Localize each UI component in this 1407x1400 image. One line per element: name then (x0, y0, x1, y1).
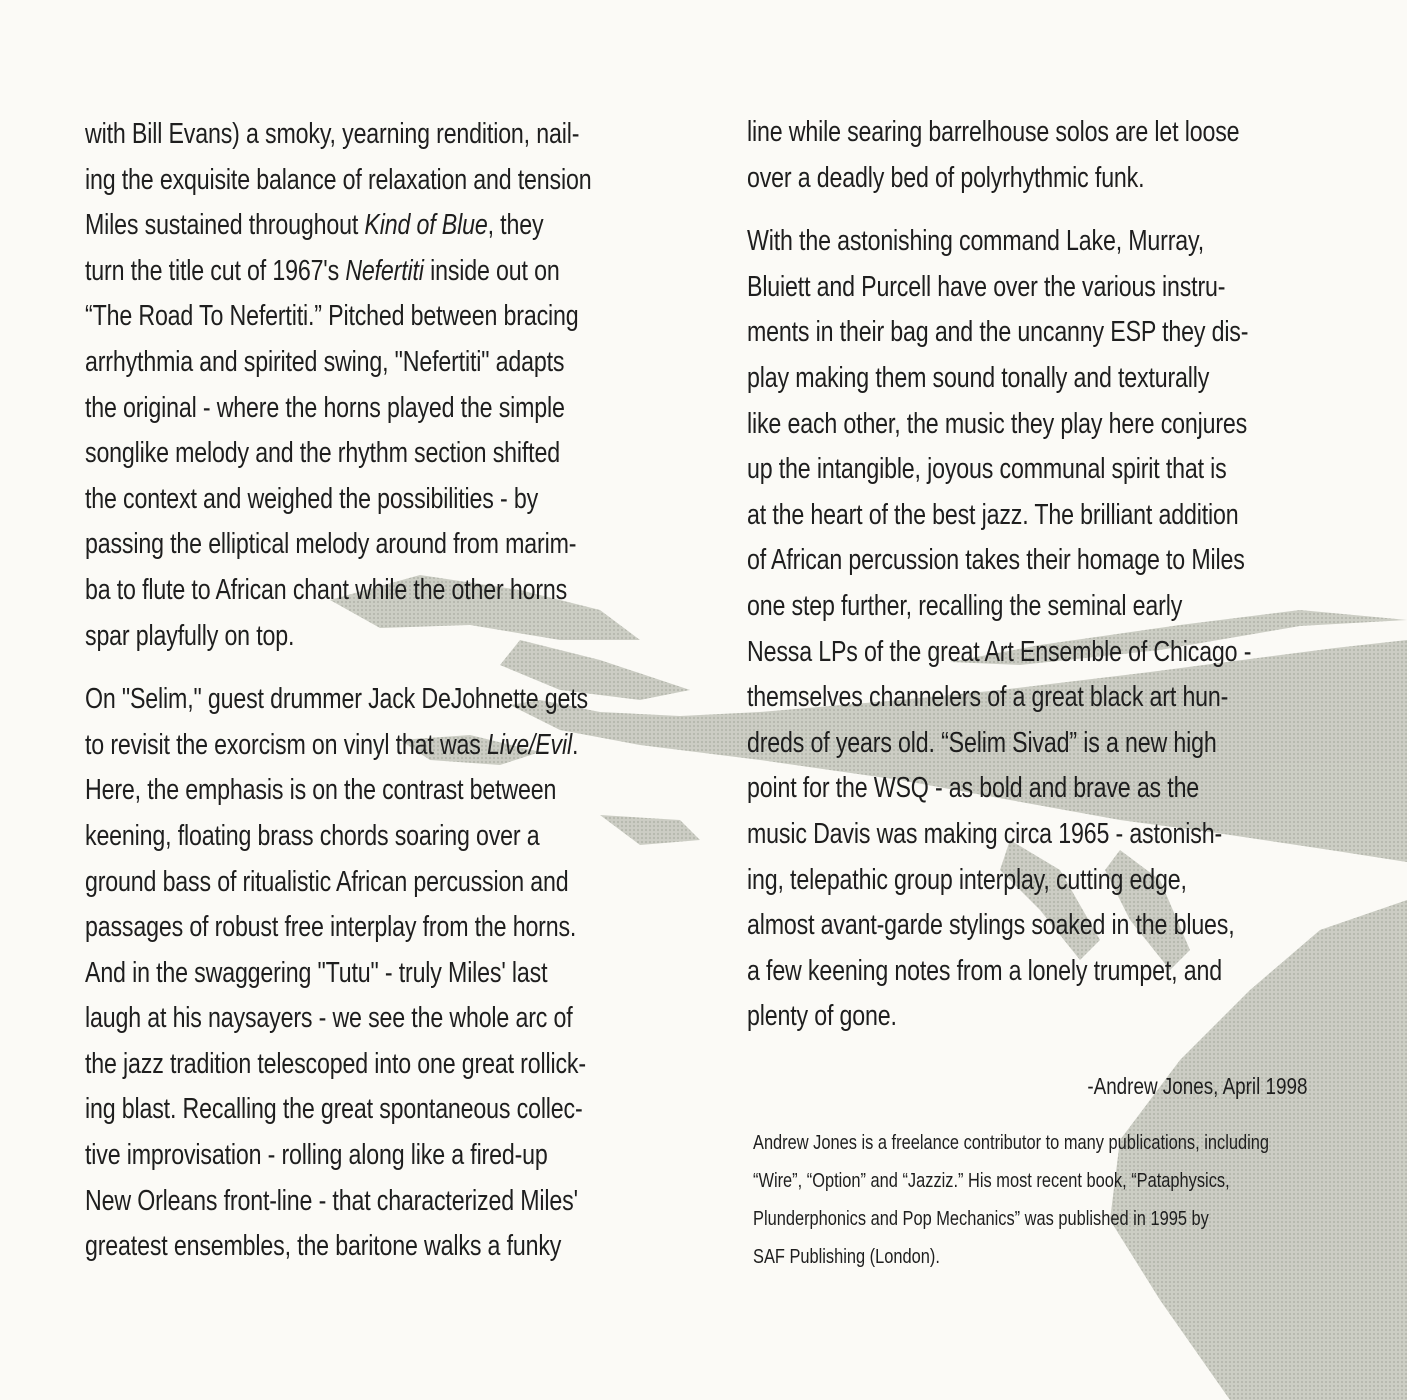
text-line: spar playfully on top. (85, 619, 295, 652)
text-line: songlike melody and the rhythm section shifted (85, 437, 560, 470)
text-line: Nessa LPs of the great Art Ensemble of Chicago - (747, 635, 1252, 668)
left-text-column (85, 112, 685, 1270)
text-line: And in the swaggering "Tutu" - truly Miles' last (85, 956, 548, 989)
text-line: music Davis was making circa 1965 - astonish- (747, 817, 1223, 850)
author-bio (753, 1124, 1329, 1276)
text-line: plenty of gone. (747, 1000, 897, 1033)
text-line: of African percussion takes their homage to Miles (747, 544, 1245, 577)
text-line: play making them sound tonally and texturally (747, 361, 1210, 394)
text-line: the original - where the horns played the simple (85, 391, 565, 424)
text-line: the context and weighed the possibilities - by (85, 482, 539, 515)
text-line: dreds of years old. “Selim Sivad” is a new high (747, 726, 1217, 759)
bio-line: Plunderphonics and Pop Mechanics” was published in 1995 by (753, 1207, 1209, 1230)
text-line: to revisit the exorcism on vinyl that was Live/Evil. (85, 728, 579, 761)
bio-line: Andrew Jones is a freelance contributor to many publications, including (753, 1131, 1269, 1154)
text-line: “The Road To Nefertiti.” Pitched between bracing (85, 300, 579, 333)
text-line: one step further, recalling the seminal early (747, 589, 1183, 622)
text-line: greatest ensembles, the baritone walks a funky (85, 1230, 562, 1263)
text-line: Bluiett and Purcell have over the various instru- (747, 270, 1226, 303)
text-line: With the astonishing command Lake, Murray, (747, 225, 1205, 258)
text-line: turn the title cut of 1967's Nefertiti inside out on (85, 254, 560, 287)
author-signature: -Andrew Jones, April 1998 (1086, 1073, 1307, 1099)
text-line: Miles sustained throughout Kind of Blue, they (85, 209, 544, 242)
text-line: arrhythmia and spirited swing, "Nefertiti" adapts (85, 345, 565, 378)
right-text-column (747, 110, 1352, 1040)
bio-line: “Wire”, “Option” and “Jazziz.” His most recent book, “Pataphysics, (753, 1169, 1230, 1192)
text-line: point for the WSQ - as bold and brave as the (747, 772, 1200, 805)
text-line: the jazz tradition telescoped into one great rollick- (85, 1047, 586, 1080)
text-line: a few keening notes from a lonely trumpet, and (747, 954, 1222, 987)
text-line: line while searing barrelhouse solos are let loose (747, 116, 1240, 148)
text-line: passing the elliptical melody around from marim- (85, 528, 577, 561)
paragraph-break (747, 201, 1352, 219)
text-line: almost avant-garde stylings soaked in the blues, (747, 909, 1235, 942)
text-line: up the intangible, joyous communal spirit that is (747, 453, 1227, 486)
text-line: ments in their bag and the uncanny ESP they dis- (747, 316, 1249, 349)
text-line: New Orleans front-line - that characterized Miles' (85, 1184, 578, 1217)
bio-line: SAF Publishing (London). (753, 1245, 940, 1268)
text-line: tive improvisation - rolling along like a fired-up (85, 1139, 548, 1172)
text-line: ground bass of ritualistic African percussion and (85, 865, 569, 898)
text-line: ing the exquisite balance of relaxation and tension (85, 163, 592, 196)
text-line: keening, floating brass chords soaring over a (85, 819, 540, 852)
text-line: themselves channelers of a great black art hun- (747, 681, 1229, 714)
text-line: ba to flute to African chant while the other horns (85, 573, 568, 606)
text-line: like each other, the music they play here conjures (747, 407, 1248, 440)
text-line: with Bill Evans) a smoky, yearning rendition, nail- (85, 118, 580, 150)
text-line: at the heart of the best jazz. The brilliant addition (747, 498, 1239, 531)
text-line: ing blast. Recalling the great spontaneous collec- (85, 1093, 583, 1126)
paragraph-break (85, 659, 685, 677)
text-line: passages of robust free interplay from the horns. (85, 911, 577, 944)
text-line: laugh at his naysayers - we see the whole arc of (85, 1002, 573, 1035)
text-line: ing, telepathic group interplay, cutting edge, (747, 863, 1187, 896)
text-line: Here, the emphasis is on the contrast between (85, 774, 557, 807)
text-line: On "Selim," guest drummer Jack DeJohnette gets (85, 683, 588, 716)
text-line: over a deadly bed of polyrhythmic funk. (747, 161, 1145, 194)
